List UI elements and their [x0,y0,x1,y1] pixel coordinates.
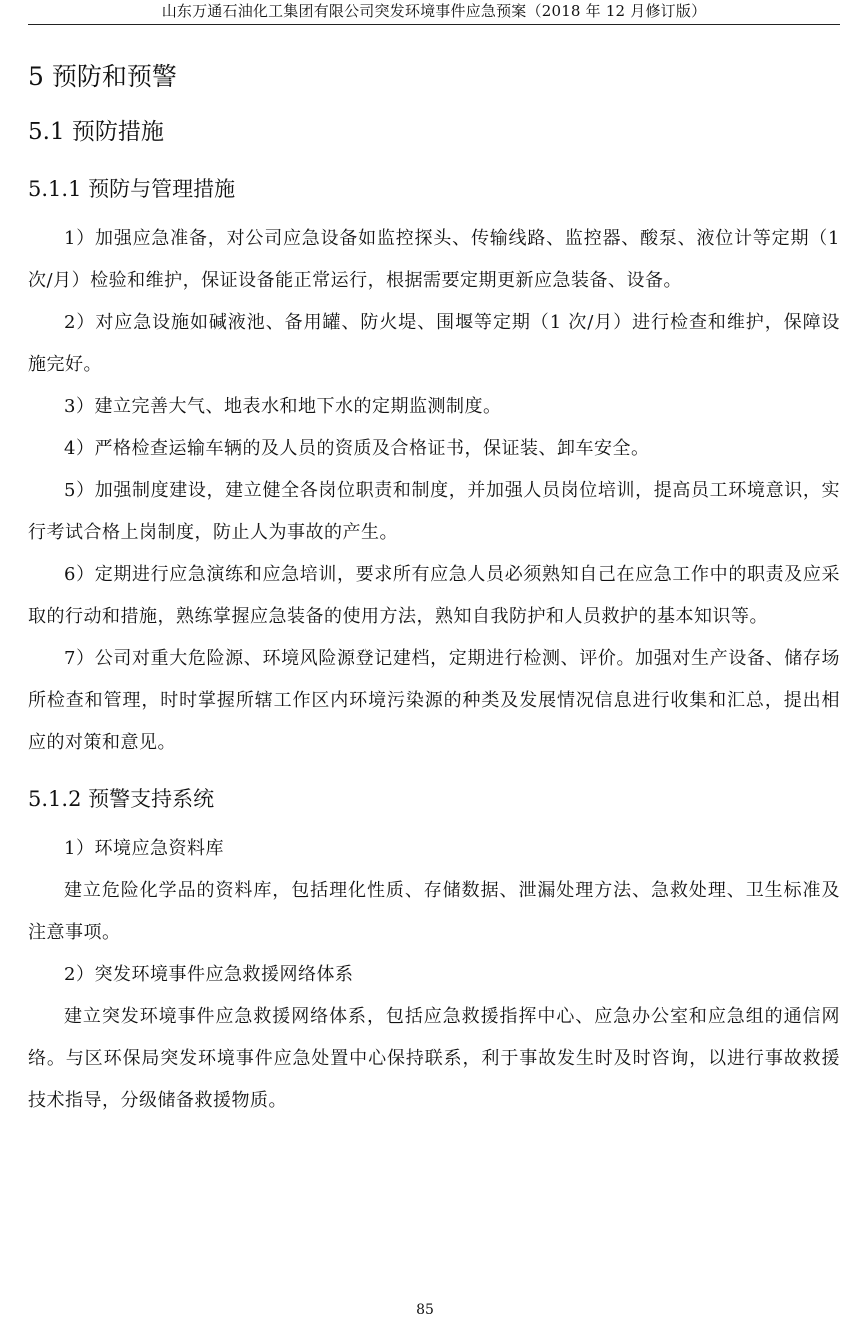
subsection-title-5-1: 5.1 预防措施 [28,119,164,145]
paragraph-item-7: 7）公司对重大危险源、环境风险源登记建档，定期进行检测、评价。加强对生产设备、储存场所检查和管理，时时掌握所辖工作区内环境污染源的种类及发展情况信息进行收集和汇总，提出相应的对策和意见。 [28,648,840,753]
page-number: 85 [416,1302,434,1318]
paragraph-item-6: 6）定期进行应急演练和应急培训，要求所有应急人员必须熟知自己在应急工作中的职责及应采取的行动和措施，熟练掌握应急装备的使用方法，熟知自我防护和人员救护的基本知识等。 [28,564,840,627]
paragraph-network-text: 建立突发环境事件应急救援网络体系，包括应急救援指挥中心、应急办公室和应急组的通信网络。与区环保局突发环境事件应急处置中心保持联系，利于事故发生时及时咨询，以进行事故救援技术指导，分级储备救援物质。 [28,1006,840,1111]
paragraph-database-text: 建立危险化学品的资料库，包括理化性质、存储数据、泄漏处理方法、急救处理、卫生标准及注意事项。 [28,880,840,943]
paragraph-item-2: 2）对应急设施如碱液池、备用罐、防火堤、围堰等定期（1 次/月）进行检查和维护，保障设施完好。 [28,312,840,375]
paragraph-item-1: 1）加强应急准备，对公司应急设备如监控探头、传输线路、监控器、酸泵、液位计等定期（1 次/月）检验和维护，保证设备能正常运行，根据需要定期更新应急装备、设备。 [28,228,840,291]
subsection-title-5-1-2: 5.1.2 预警支持系统 [28,787,215,811]
paragraph-item-4: 4）严格检查运输车辆的及人员的资质及合格证书，保证装、卸车安全。 [64,438,650,459]
running-header: 山东万通石油化工集团有限公司突发环境事件应急预案（2018 年 12 月修订版） [28,0,840,25]
paragraph-network-heading: 2）突发环境事件应急救援网络体系 [64,964,354,985]
paragraph-item-3: 3）建立完善大气、地表水和地下水的定期监测制度。 [64,396,502,417]
section-title: 5 预防和预警 [28,62,177,91]
subsection-title-5-1-1: 5.1.1 预防与管理措施 [28,177,236,201]
paragraph-item-5: 5）加强制度建设，建立健全各岗位职责和制度，并加强人员岗位培训，提高员工环境意识，实行考试合格上岗制度，防止人为事故的产生。 [28,480,840,543]
paragraph-database-heading: 1）环境应急资料库 [64,838,224,859]
document-body [28,50,840,1122]
